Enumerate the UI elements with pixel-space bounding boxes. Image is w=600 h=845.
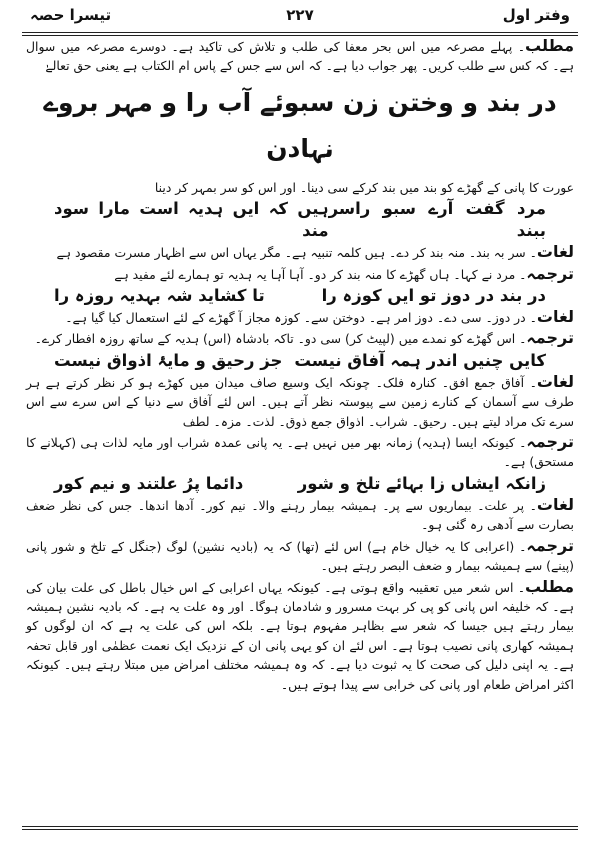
paragraph-label: ترجمہ [526,328,574,348]
paragraph-text: ۔ سر بہ بند۔ منہ بند کر دے۔ ہیں کلمہ تنبیہ ہے۔ مگر یہاں اس سے اظہار مسرت مقصود ہے [56,245,537,261]
paragraph-text: ۔ پر علت۔ بیماریوں سے پر۔ ہمیشہ بیمار رہنے والا۔ نیم کور۔ آدھا اندھا۔ جس کی نظر ضعف بصارت سے آدھی رہ گئی ہو۔ [26,497,574,533]
verse-couplet [26,285,574,307]
paragraph-label: لغات [536,494,574,514]
footer-rule [22,826,578,827]
paragraph [26,264,574,284]
header-book-part: وفتر اول [502,6,570,24]
paragraph [26,307,574,327]
verse-hemistich-second: جز رحیق و مایۂ اذواق نیست [54,350,283,370]
paragraph-label: مطلب [525,576,574,596]
paragraph-text: ۔ در دوز۔ سی دے۔ دوز امر ہے۔ دوختن سے۔ کوزہ مجاز آ گھڑے کے لئے استعمال کیا گیا ہے۔ [65,310,537,326]
page-header [30,4,570,30]
paragraph [26,495,574,535]
paragraph [26,178,574,197]
verse-hemistich-second: تا کشاید شہ بہدیہ روزہ را [54,286,265,306]
paragraph [26,242,574,262]
paragraph-text: ۔ مرد نے کہا۔ ہاں گھڑے کا منہ بند کر دو۔ آہا آہا یہ ہدیہ تو ہمارے لئے مفید ہے [114,266,527,282]
paragraph-label: لغات [536,371,574,391]
paragraph [26,577,574,694]
paragraph-label: ترجمہ [526,535,574,555]
paragraph-label: ترجمہ [526,432,574,452]
section-heading: در بند و وختن زن سبوئے آب را و مہر بروے نہادن [43,87,557,163]
paragraph-label: مطلب [525,36,574,55]
page-body [26,36,574,695]
verse-hemistich-first: در بند در دوز تو ایں کوزہ را [321,286,546,306]
verse-couplet [26,350,574,372]
paragraph-text: ۔ آفاق جمع افق۔ کنارہ فلک۔ چونکہ ایک وسیع صاف میدان میں کھڑے ہو کر نظر کرتے ہے ہر طرف سے آسمان کے کنارے زمین سے پیوستہ نظر آتے ہیں۔ اس لئے آفاق سے دنیا کے اس سرے سے اس سرے تک مراد لیتے ہیں۔ رحیق۔ شراب۔ اذواق جمع ذوق۔ لذت۔ مزہ۔ لطف [26,374,574,429]
paragraph-text: ۔ (اعرابی کا یہ خیال خام ہے) اس لئے (تھا) کہ یہ (بادیہ نشین) لوگ (جنگل کے تلخ و شور پانی (پینے) سے ہمیشہ بیمار و ضعف البصر رہتے ہیں۔ [26,538,574,574]
paragraph [26,536,574,576]
paragraph [26,372,574,431]
verse-couplet [26,473,574,495]
paragraph [26,328,574,348]
paragraph [26,36,574,76]
header-section: تیسرا حصہ [30,6,112,24]
verse-hemistich-first: زانکہ ایشاں زا بہائے تلخ و شور [297,473,546,493]
paragraph [26,432,574,472]
paragraph-text: ۔ پہلے مصرعہ میں اس بحر معفا کی طلب و تلاش کی تاکید ہے۔ دوسرے مصرعہ میں سوال ہے۔ کہ کس سے طلب کریں۔ پھر جواب دیا ہے۔ کہ اس سے جس کے پاس ام الکتاب ہے یعنی حق تعالےٰ [26,39,574,74]
verse-hemistich-second: ہیں کہ ایں ہدیہ است مارا سود مند [54,199,329,241]
verse-hemistich-second: دائما پرُ علتند و نیم کور [54,473,244,493]
footer-rule-2 [22,829,578,830]
paragraph-text: ۔ اس شعر میں تعقیبہ واقع ہوتی ہے۔ کیونکہ یہاں اعرابی کے اس خیال باطل کی علت بیان کی ہے۔ کہ خلیفہ اس پانی کو پی کر بہت مسرور و شادمان ہوگا۔ اور وہ علت یہ ہے۔ کہ بادیہ نشین ہمیشہ بیمار رہتے ہیں جیسا کہ شعر سے بظاہر مفہوم ہوتا ہے۔ بلکہ اس کی علت یہ ہے کہ ان لوگوں کو ہمیشہ کھاری پانی نصیب ہوتا ہے۔ اس لئے ان کو یہی پانی ان کے نزدیک ایک نعمت عظمٰی اور قابل تحفہ ہے۔ یہ اپنی دلیل کی صحت کا یہ ثبوت دیا ہے۔ کہ وہ ہمیشہ مختلف امراض میں مبتلا رہتے ہیں۔ کیونکہ اکثر امراض طعام اور پانی کی خرابی سے پیدا ہوتے ہیں۔ [26,579,574,692]
header-page-number: ۲۲۷ [286,6,314,24]
paragraph-text: ۔ اس گھڑے کو نمدے میں (لپیٹ کر) سی دو۔ تاکہ بادشاہ (اس) ہدیہ کے ساتھ روزہ افطار کرے۔ [34,331,527,347]
paragraph-text: عورت کا پانی کے گھڑے کو بند میں بند کرکے سی دینا۔ اور اس کو سر بمہر کر دینا [154,179,574,195]
verse-couplet [26,198,574,242]
paragraph-label: ترجمہ [526,263,574,283]
paragraph-label: لغات [536,242,574,262]
header-rule [22,32,578,33]
verse-hemistich-first: کایں چنیں اندر ہمہ آفاق نیست [294,350,546,370]
verse-hemistich-first: مرد گفت آرے سبو راسر ببند [328,199,546,241]
paragraph-text: ۔ کیونکہ ایسا (ہدیہ) زمانہ بھر میں نہیں ہے۔ یہ پانی عمدہ شراب اور مایہ لذات ہی (کہلانے کا مستحق) ہے۔ [26,435,574,470]
paragraph-label: لغات [536,307,574,327]
